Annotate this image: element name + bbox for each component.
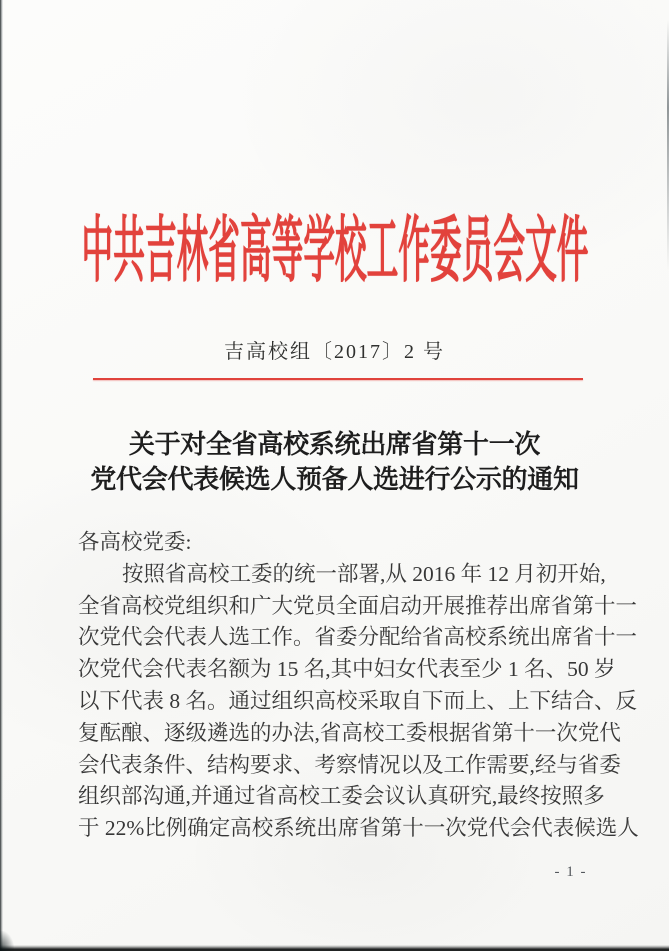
body-line: 次党代会代表名额为 15 名,其中妇女代表至少 1 名、50 岁 — [78, 657, 616, 682]
body-line: 会代表条件、结构要求、考察情况以及工作需要,经与省委 — [78, 752, 621, 777]
document-number: 吉高校组〔2017〕2 号 — [224, 341, 445, 363]
body-line: 全省高校党组织和广大党员全面启动开展推荐出席省第十一 — [78, 593, 638, 618]
document-body — [78, 527, 639, 845]
body-line: 次党代会代表人选工作。省委分配给省高校系统出席省十一 — [78, 625, 638, 650]
body-line: 以下代表 8 名。通过组织高校采取自下而上、上下结合、反 — [78, 688, 638, 713]
document-title-line2: 党代会代表候选人预备人选进行公示的通知 — [90, 465, 579, 494]
document-title — [0, 427, 669, 497]
scan-edge-left — [0, 0, 3, 951]
salutation-line: 各高校党委: — [78, 530, 192, 554]
page-number: - 1 - — [554, 864, 587, 880]
body-line: 于 22%比例确定高校系统出席省第十一次党代会代表候选人 — [78, 816, 639, 841]
body-line: 组织部沟通,并通过省高校工委会议认真研究,最终按照多 — [78, 784, 605, 809]
body-line: 按照省高校工委的统一部署,从 2016 年 12 月初开始, — [122, 561, 606, 586]
body-line: 复酝酿、逐级遴选的办法,省高校工委根据省第十一次党代 — [78, 720, 621, 745]
scan-edge-corner-bottom-left — [0, 931, 14, 951]
red-letterhead-title: 中共吉林省高等学校工作委员会文件 — [81, 211, 588, 291]
document-title-line1: 关于对全省高校系统出席省第十一次 — [128, 430, 541, 459]
scan-edge-bottom — [0, 945, 669, 951]
red-divider-line — [93, 378, 583, 380]
